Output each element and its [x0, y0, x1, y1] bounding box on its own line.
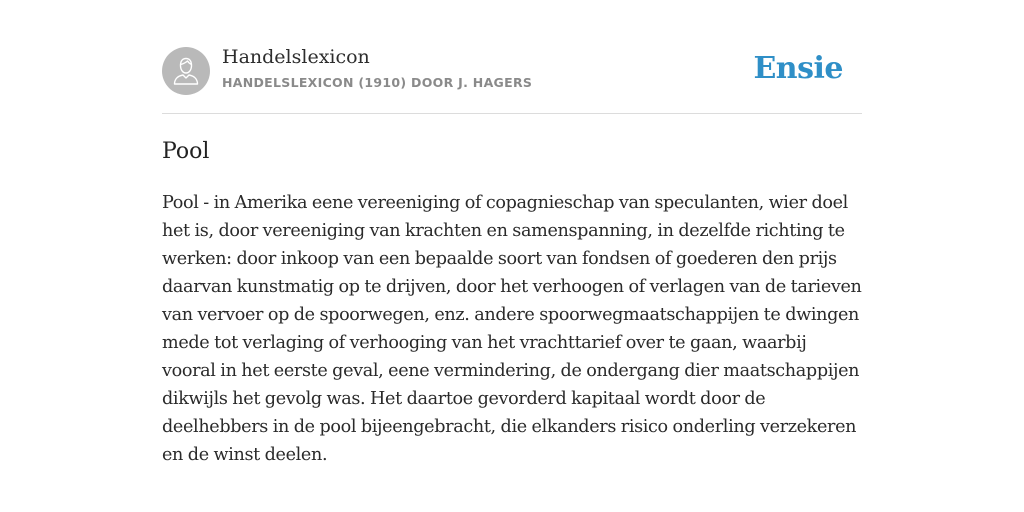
entry-card [162, 0, 862, 465]
source-name[interactable]: Handelslexicon [222, 46, 370, 68]
entry-title: Pool [162, 139, 210, 164]
ensie-logo[interactable]: Ensie [753, 51, 843, 86]
source-subtitle: HANDELSLEXICON (1910) DOOR J. HAGERS [222, 75, 533, 90]
user-icon [162, 47, 210, 95]
entry-header [162, 0, 862, 114]
source-avatar[interactable] [162, 47, 210, 95]
entry-definition: Pool - in Amerika eene vereeniging of copagnieschap van speculanten, wier doel het is, door vereeniging van krachten en samenspanning, in dezelfde richting te werken: door inkoop van een bepaalde soort van fondsen of goederen den prijs daarvan kunstmatig op te drijven, door het verhoogen of verlagen van de tarieven van vervoer op de spoorwegen, enz. andere spoorwegmaatschappijen te dwingen mede tot verlaging of verhooging van het vrachttarief over te gaan, waarbij vooral in het eerste geval, eene vermindering, de ondergang dier maatschappijen dikwijls het gevolg was. Het daartoe gevorderd kapitaal wordt door de deelhebbers in de pool bijeengebracht, die elkanders risico onderling verzekeren en de winst deelen. [162, 193, 862, 465]
